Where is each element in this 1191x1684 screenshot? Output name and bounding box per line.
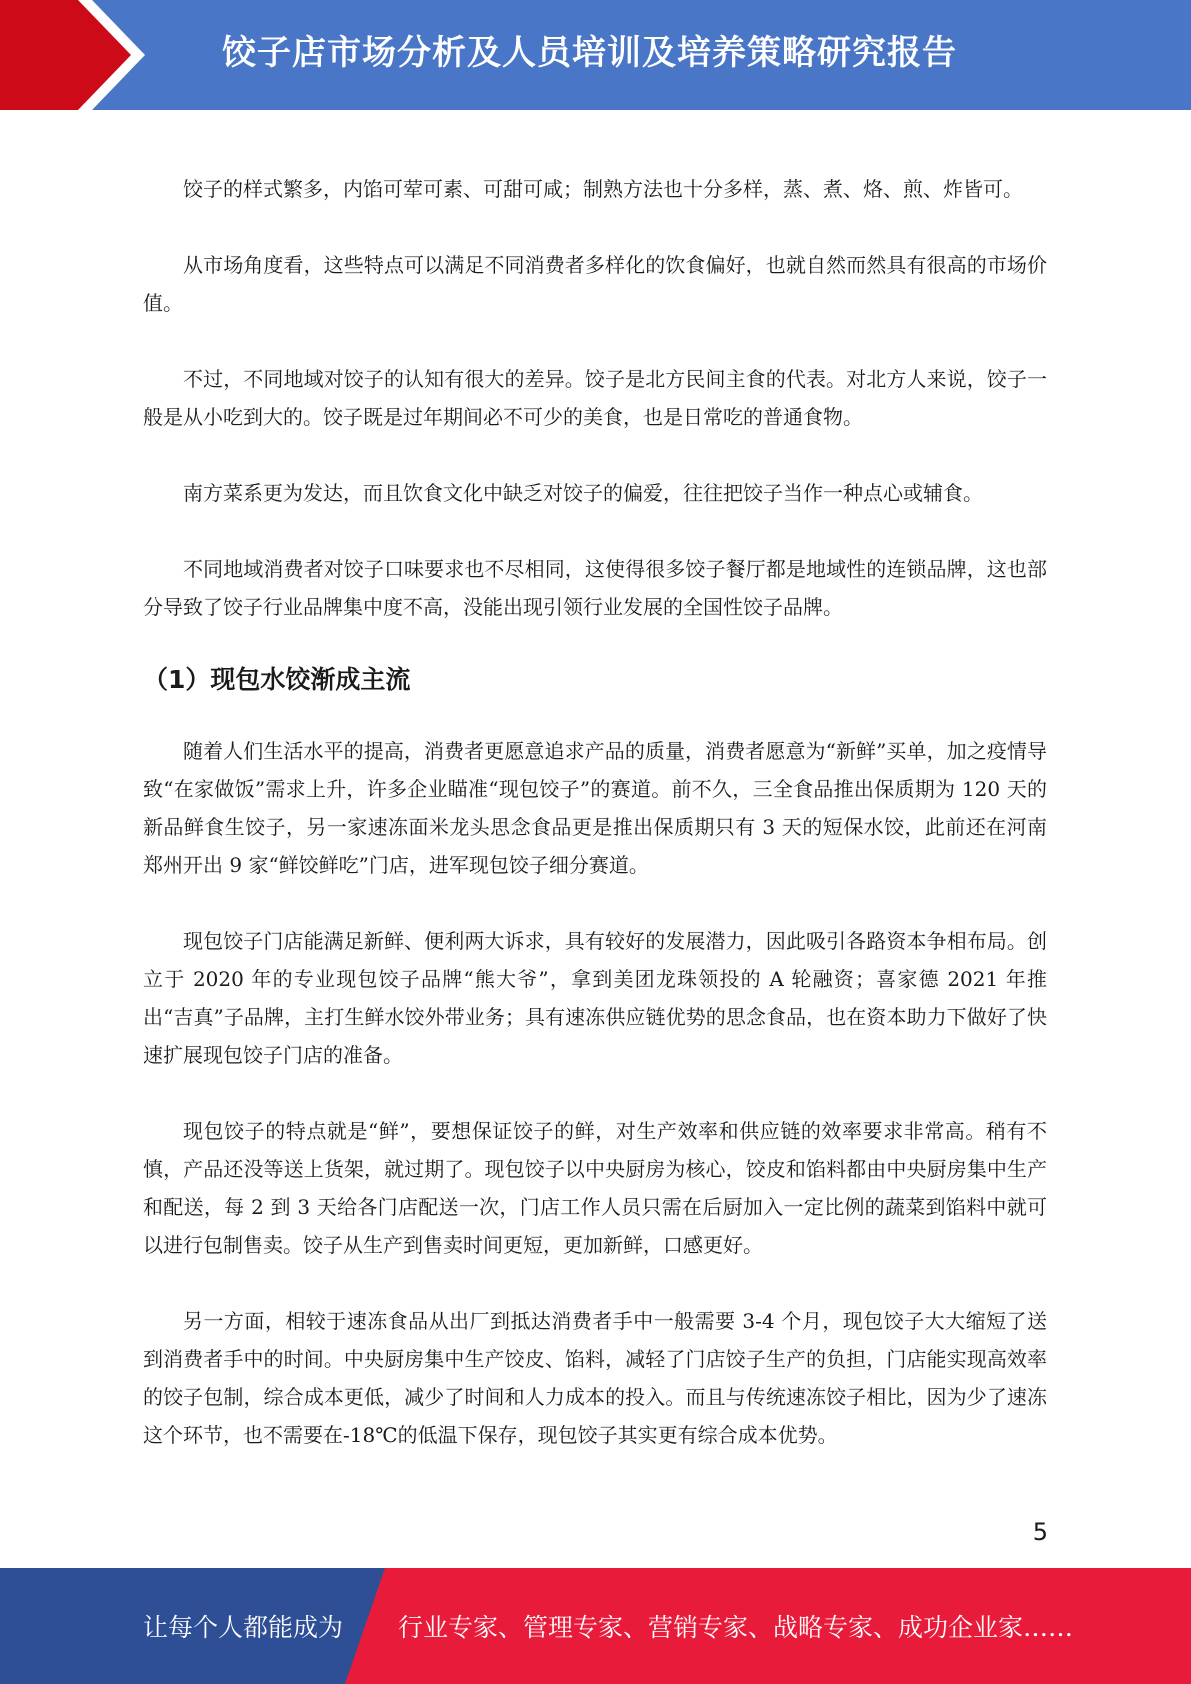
- paragraph: 不同地域消费者对饺子口味要求也不尽相同，这使得很多饺子餐厅都是地域性的连锁品牌，这也部分导致了饺子行业品牌集中度不高，没能出现引领行业发展的全国性饺子品牌。: [143, 557, 1047, 619]
- footer-slogan-left: 让每个人都能成为: [143, 1613, 344, 1642]
- paragraph: 从市场角度看，这些特点可以满足不同消费者多样化的饮食偏好，也就自然而然具有很高的市场价值。: [143, 253, 1047, 315]
- document-title: 饺子店市场分析及人员培训及培养策略研究报告: [222, 33, 957, 73]
- report-body: [143, 170, 1047, 1492]
- paragraph: 随着人们生活水平的提高，消费者更愿意追求产品的质量，消费者愿意为“新鲜”买单，加之疫情导致“在家做饭”需求上升，许多企业瞄准“现包饺子”的赛道。前不久，三全食品推出保质期为 120 天的新品鲜食生饺子，另一家速冻面米龙头思念食品更是推出保质期只有 3 天的短保水饺，此前还在河南郑州开出 9 家“鲜饺鲜吃”门店，进军现包饺子细分赛道。: [143, 739, 1047, 877]
- paragraph: 现包饺子的特点就是“鲜”，要想保证饺子的鲜，对生产效率和供应链的效率要求非常高。稍有不慎，产品还没等送上货架，就过期了。现包饺子以中央厨房为核心，饺皮和馅料都由中央厨房集中生产和配送，每 2 到 3 天给各门店配送一次，门店工作人员只需在后厨加入一定比例的蔬菜到馅料中就可以进行包制售卖。饺子从生产到售卖时间更短，更加新鲜，口感更好。: [143, 1119, 1047, 1257]
- paragraph: 南方菜系更为发达，而且饮食文化中缺乏对饺子的偏爱，往往把饺子当作一种点心或辅食。: [183, 481, 983, 505]
- page-number: 5: [1032, 1518, 1048, 1546]
- paragraph: 另一方面，相较于速冻食品从出厂到抵达消费者手中一般需要 3-4 个月，现包饺子大大缩短了送到消费者手中的时间。中央厨房集中生产饺皮、馅料，减轻了门店饺子生产的负担，门店能实现高效率的饺子包制，综合成本更低，减少了时间和人力成本的投入。而且与传统速冻饺子相比，因为少了速冻这个环节，也不需要在-18℃的低温下保存，现包饺子其实更有综合成本优势。: [143, 1309, 1047, 1447]
- footer-band: [0, 1568, 1191, 1684]
- paragraph: 饺子的样式繁多，内馅可荤可素、可甜可咸；制熟方法也十分多样，蒸、煮、烙、煎、炸皆可。: [183, 177, 1023, 201]
- paragraph: 现包饺子门店能满足新鲜、便利两大诉求，具有较好的发展潜力，因此吸引各路资本争相布局。创立于 2020 年的专业现包饺子品牌“熊大爷”，拿到美团龙珠领投的 A 轮融资；喜家德 2021 年推出“吉真”子品牌，主打生鲜水饺外带业务；具有速冻供应链优势的思念食品，也在资本助力下做好了快速扩展现包饺子门店的准备。: [143, 929, 1047, 1067]
- header-band: [0, 0, 1191, 110]
- paragraph: 不过，不同地域对饺子的认知有很大的差异。饺子是北方民间主食的代表。对北方人来说，饺子一般是从小吃到大的。饺子既是过年期间必不可少的美食，也是日常吃的普通食物。: [143, 367, 1047, 429]
- section-heading: （1）现包水饺渐成主流: [143, 665, 411, 694]
- header-arrow-accent: [0, 0, 150, 110]
- footer-slogan-right: 行业专家、管理专家、营销专家、战略专家、成功企业家……: [398, 1613, 1074, 1642]
